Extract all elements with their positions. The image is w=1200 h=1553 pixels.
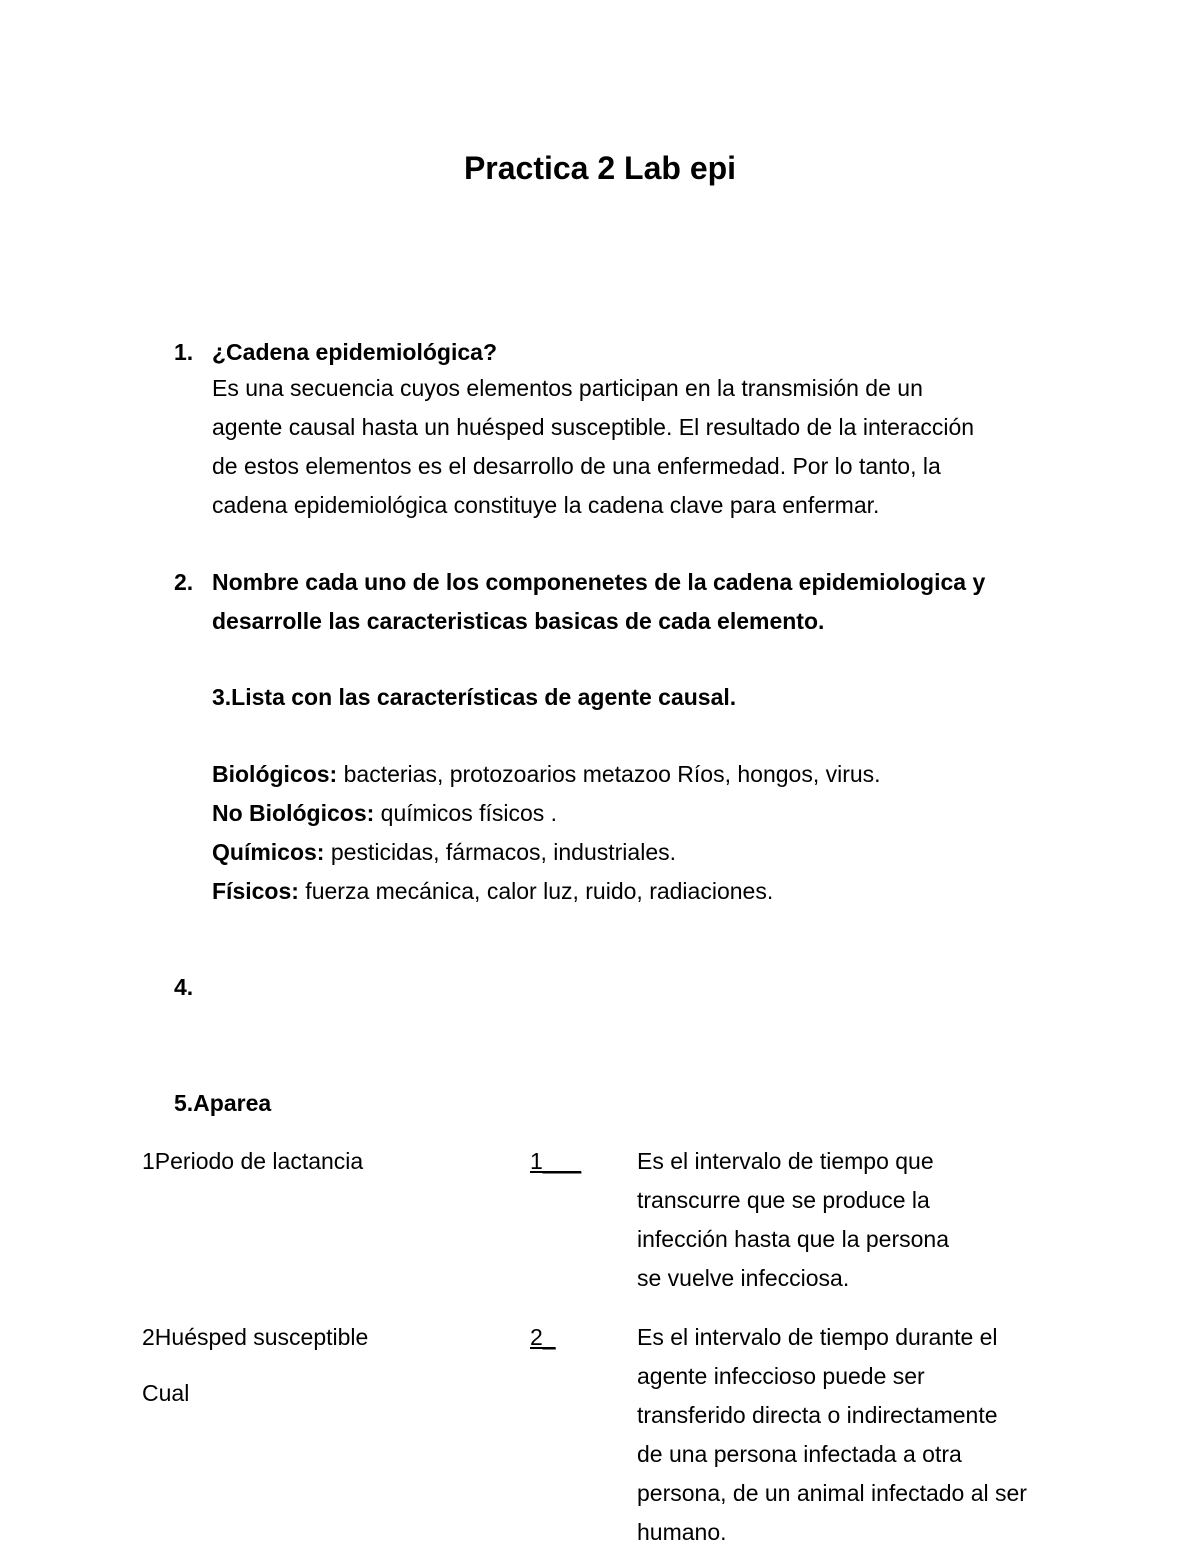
q3-list-item (212, 833, 1112, 872)
match-description-line: infección hasta que la persona (637, 1226, 949, 1252)
match-description (637, 1318, 1027, 1552)
document-title: Practica 2 Lab epi (463, 150, 737, 186)
q3-item-label: Biológicos: (212, 761, 338, 787)
q1-answer-line: de estos elementos es el desarrollo de una enfermedad. Por lo tanto, la (212, 453, 941, 479)
q3-list-item (212, 755, 1112, 794)
q2-question-line: Nombre cada uno de los componenetes de la cadena epidemiologica y (212, 569, 986, 595)
match-description-line: humano. (637, 1519, 727, 1545)
q1-question: ¿Cadena epidemiológica? (212, 339, 497, 365)
q1-answer-line: agente causal hasta un huésped susceptible. El resultado de la interacción (212, 414, 975, 440)
q1-answer (212, 369, 1112, 525)
q3-list-item (212, 794, 1112, 833)
match-description-line: de una persona infectada a otra (637, 1441, 962, 1467)
match-term: 2Huésped susceptible (142, 1324, 369, 1350)
match-description-line: transcurre que se produce la (637, 1187, 930, 1213)
match-description (637, 1142, 949, 1298)
q3-item-text: químicos físicos . (374, 800, 558, 826)
q1-answer-line: cadena epidemiológica constituye la cadena clave para enfermar. (212, 492, 880, 518)
match-description-line: Es el intervalo de tiempo durante el (637, 1324, 998, 1350)
match-answer: 2_ (530, 1324, 556, 1350)
q3-heading: 3.Lista con las características de agente causal. (212, 684, 737, 710)
q3-list-item (212, 872, 1112, 911)
match-term-extra: Cual (142, 1380, 190, 1406)
q2-number: 2. (174, 569, 194, 595)
match-term: 1Periodo de lactancia (142, 1148, 364, 1174)
q3-item-text: fuerza mecánica, calor luz, ruido, radiaciones. (298, 878, 774, 904)
match-description-line: Es el intervalo de tiempo que (637, 1148, 934, 1174)
q3-list (212, 755, 1112, 911)
q3-item-label: No Biológicos: (212, 800, 375, 826)
q2-question-line: desarrolle las caracteristicas basicas de cada elemento. (212, 608, 825, 634)
match-description-line: se vuelve infecciosa. (637, 1265, 850, 1291)
q2-question (212, 563, 1112, 641)
match-description-line: persona, de un animal infectado al ser (637, 1480, 1027, 1506)
q3-item-text: bacterias, protozoarios metazoo Ríos, hongos, virus. (337, 761, 881, 787)
q3-item-label: Químicos: (212, 839, 325, 865)
q1-number: 1. (174, 339, 194, 365)
q3-item-text: pesticidas, fármacos, industriales. (324, 839, 677, 865)
match-description-line: transferido directa o indirectamente (637, 1402, 998, 1428)
q4-number: 4. (174, 974, 194, 1000)
q5-heading: 5.Aparea (174, 1090, 272, 1116)
q1-answer-line: Es una secuencia cuyos elementos participan en la transmisión de un (212, 375, 923, 401)
match-answer: 1___ (530, 1148, 582, 1174)
match-description-line: agente infeccioso puede ser (637, 1363, 925, 1389)
q3-item-label: Físicos: (212, 878, 299, 904)
